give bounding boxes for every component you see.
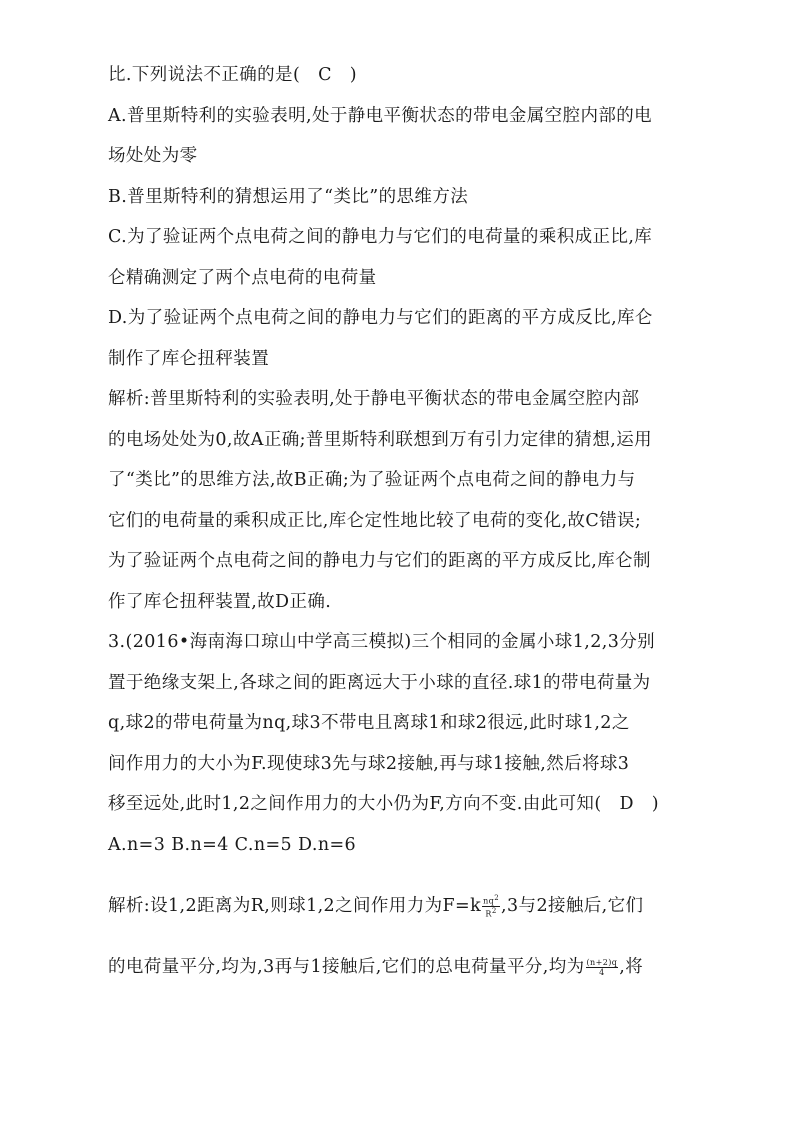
fraction-denominator: R — [485, 909, 492, 919]
force-fraction — [482, 894, 500, 918]
option-d-line-2: 制作了库仑扭秤装置 — [108, 348, 270, 369]
formula-line-2 — [108, 954, 698, 981]
text-line: 比.下列说法不正确的是( C ) — [108, 65, 358, 85]
fraction-numerator: nq — [483, 896, 495, 906]
question-3-line-3: q,球2的带电荷量为nq,球3不带电且离球1和球2很远,此时球1,2之 — [108, 713, 630, 733]
denominator-exponent: 2 — [491, 906, 497, 915]
formula-line-1 — [108, 893, 698, 920]
formula-text-before: 解析:设1,2距离为R,则球1,2之间作用力为F=k — [108, 895, 482, 916]
option-c-line-1: C.为了验证两个点电荷之间的静电力与它们的电荷量的乘积成正比,库 — [108, 227, 653, 247]
question-3-options: A.n=3 B.n=4 C.n=5 D.n=6 — [108, 834, 357, 855]
analysis-line-6: 作了库仑扭秤装置,故D正确. — [108, 591, 332, 612]
fraction-numerator: (n+2)q — [586, 957, 618, 967]
option-a-line-1: A.普里斯特利的实验表明,处于静电平衡状态的带电金属空腔内部的电 — [108, 105, 653, 126]
option-b: B.普里斯特利的猜想运用了“类比”的思维方法 — [108, 186, 469, 207]
charge-fraction — [586, 958, 619, 977]
analysis-line-5: 为了验证两个点电荷之间的静电力与它们的距离的平方成反比,库仑制 — [108, 551, 651, 571]
document-page — [108, 62, 698, 994]
analysis-line-4: 它们的电荷量的乘积成正比,库仑定性地比较了电荷的变化,故C错误; — [108, 510, 642, 531]
option-c-line-2: 仑精确测定了两个点电荷的电荷量 — [108, 267, 377, 288]
formula-text-after: ,将 — [619, 956, 644, 977]
formula-text-before: 的电荷量平分,均为,3再与1接触后,它们的总电荷量平分,均为 — [108, 956, 585, 977]
analysis-line-1: 解析:普里斯特利的实验表明,处于静电平衡状态的带电金属空腔内部 — [108, 389, 640, 409]
fraction-denominator: 4 — [599, 967, 605, 977]
question-3-line-4: 间作用力的大小为F.现使球3先与球2接触,再与球1接触,然后将球3 — [108, 753, 630, 774]
question-3-line-1: 3.(2016•海南海口琼山中学高三模拟)三个相同的金属小球1,2,3分别 — [108, 632, 656, 652]
option-d-line-1: D.为了验证两个点电荷之间的静电力与它们的距离的平方成反比,库仑 — [108, 308, 653, 328]
question-3-line-5: 移至远处,此时1,2之间作用力的大小仍为F,方向不变.由此可知( D ) — [108, 794, 660, 814]
formula-text-after: ,3与2接触后,它们 — [501, 895, 644, 916]
numerator-exponent: 2 — [494, 893, 500, 902]
analysis-line-3: 了“类比”的思维方法,故B正确;为了验证两个点电荷之间的静电力与 — [108, 470, 636, 490]
question-3-line-2: 置于绝缘支架上,各球之间的距离远大于小球的直径.球1的带电荷量为 — [108, 672, 651, 693]
analysis-line-2: 的电场处处为0,故A正确;普里斯特利联想到万有引力定律的猜想,运用 — [108, 429, 652, 450]
option-a-line-2: 场处处为零 — [108, 146, 198, 166]
